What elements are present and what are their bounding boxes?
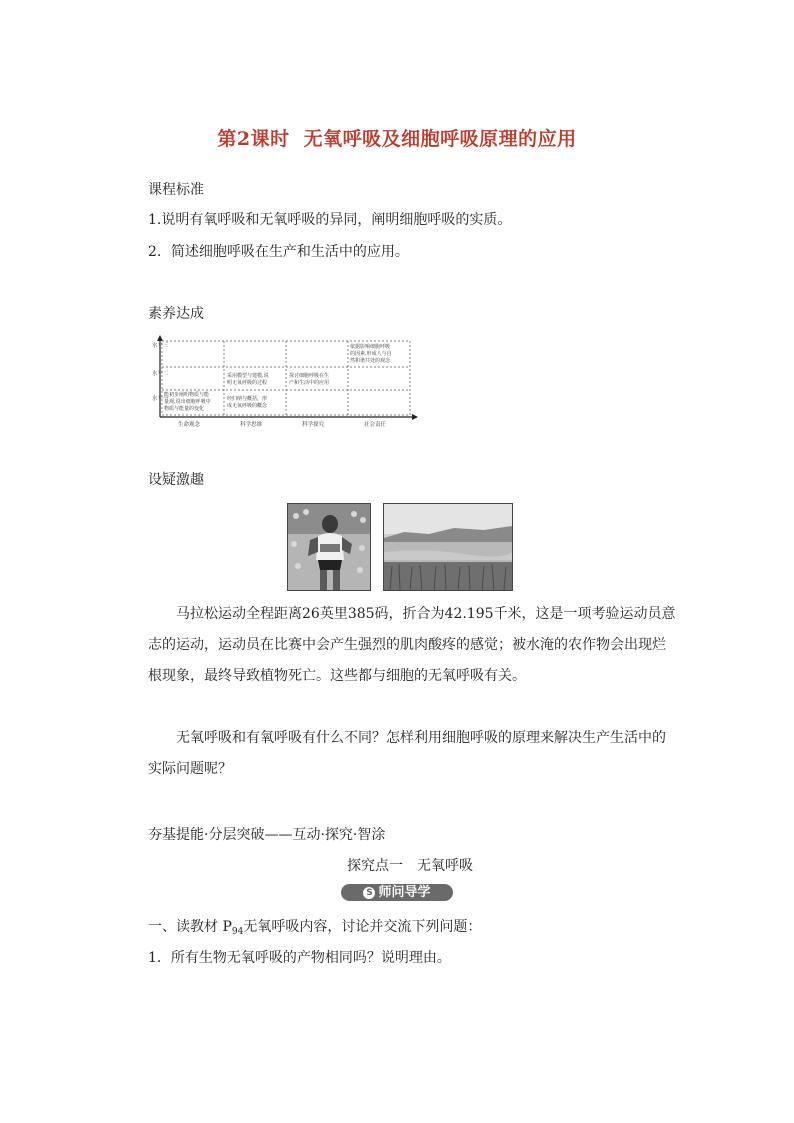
inquiry-point-title: 探究点一 无氧呼吸	[347, 858, 473, 874]
marathon-runner-photo	[287, 503, 371, 591]
intro-paragraph-2: 无氧呼吸和有氧呼吸有什么不同？怎样利用细胞呼吸的原理来解决生产生活中的实际问题呢？	[148, 730, 666, 777]
x-axis-arrow-icon	[412, 414, 418, 420]
level-label-1: 水平一	[152, 396, 169, 402]
y-axis-arrow-icon	[157, 335, 163, 341]
standard-item-2: 2．简述细胞呼吸在生产和生活中的应用。	[148, 244, 409, 260]
cell-l1-life: 能初步阐明物质与能 量观,说出细胞呼吸中 物质与能量的变化	[164, 392, 211, 412]
flooded-field-photo	[383, 503, 513, 591]
cell-l3-social: 依据影响细胞呼吸 的因素,形成人与自 然和谐共处的观念	[350, 344, 392, 364]
cell-l2-inquiry: 探讨细胞呼吸在生 产和生活中的应用	[289, 373, 330, 386]
question-1: 1．所有生物无氧呼吸的产物相同吗？说明理由。	[148, 950, 451, 966]
column-label-thinking: 科学思维	[240, 422, 263, 428]
speech-icon: S	[363, 887, 375, 899]
column-label-inquiry: 科学探究	[302, 422, 325, 428]
level-label-2: 水平二	[152, 371, 169, 377]
page-title	[0, 124, 794, 151]
teacher-guide-badge: S 师问导学	[341, 884, 453, 901]
cell-l1-thinking: 经归纳与概括，形 成无氧呼吸的概念	[227, 396, 268, 409]
intro-heading: 设疑激趣	[148, 472, 204, 488]
intro-paragraph-1: 马拉松运动全程距离26英里385码，折合为42.195千米，这是一项考验运动员意志的运动，运动员在比赛中会产生强烈的肌肉酸疼的感觉；被水淹的农作物会出现烂根现象，最终导致植物死亡。这些都与细胞的无氧呼吸有关。	[148, 606, 676, 684]
column-label-social: 社会责任	[364, 422, 387, 428]
standards-heading: 课程标准	[148, 182, 204, 198]
lesson-number: 第2课时	[217, 128, 290, 150]
standard-item-1: 1.说明有氧呼吸和无氧呼吸的异同，阐明细胞呼吸的实质。	[148, 212, 512, 228]
literacy-heading: 素养达成	[148, 306, 204, 322]
lesson-topic: 无氧呼吸及细胞呼吸原理的应用	[303, 128, 577, 150]
competency-chart	[140, 335, 430, 433]
section-heading: 夯基提能·分层突破——互动·探究·智涂	[148, 827, 386, 843]
level-label-3: 水平三	[152, 343, 169, 349]
column-label-life: 生命观念	[178, 422, 201, 428]
question-intro: 一、读教材 $P_{94}$无氧呼吸内容，讨论并交流下列问题：	[148, 919, 482, 937]
cell-l2-thinking: 采用模型与建模,说 明无氧呼吸的过程	[227, 373, 269, 386]
